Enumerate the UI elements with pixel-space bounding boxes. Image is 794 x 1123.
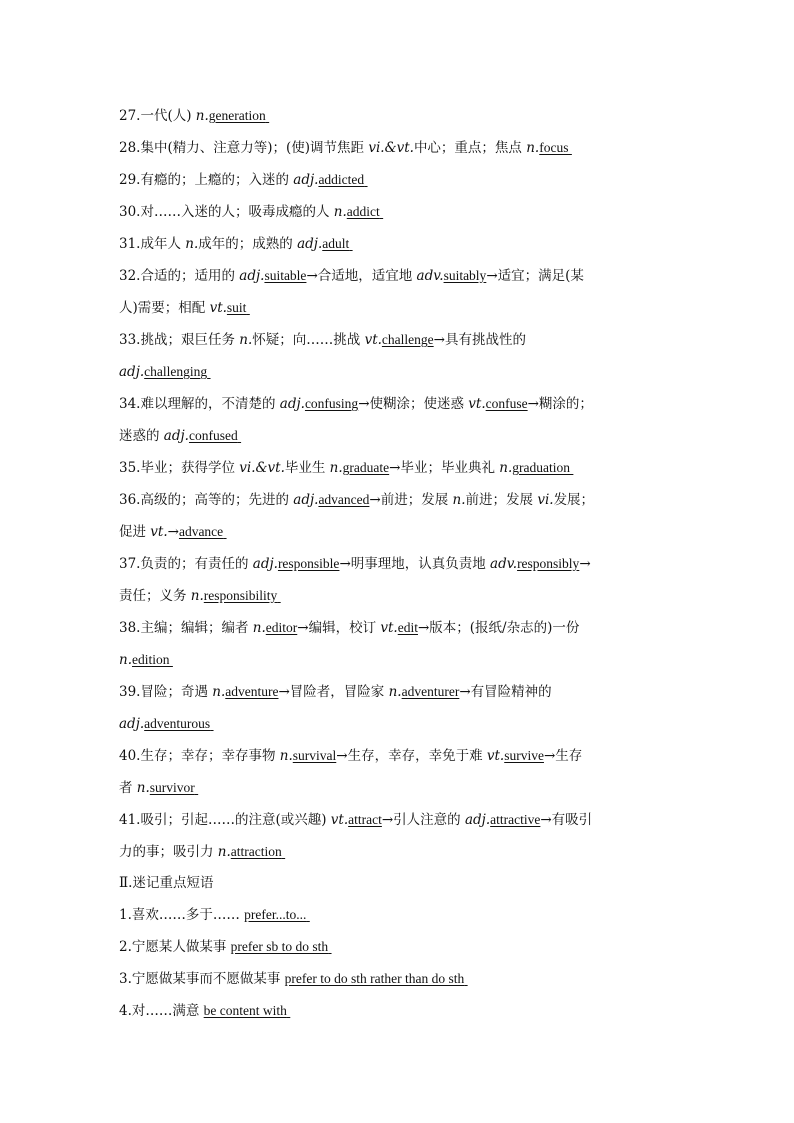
answer-word: addicted <box>318 172 365 187</box>
entry-text: →具有挑战性的 <box>433 332 526 348</box>
vocab-entry <box>119 548 675 612</box>
entry-text: 4.对……满意 <box>119 1003 204 1019</box>
part-of-speech: n. <box>499 460 513 476</box>
entry-line <box>119 388 675 420</box>
part-of-speech: vt. <box>468 396 486 412</box>
part-of-speech: n. <box>217 844 231 860</box>
phrase-entries <box>119 899 675 1027</box>
answer-word: confusing <box>304 396 359 411</box>
answer-blank-tail <box>306 899 312 930</box>
entry-line <box>119 164 675 196</box>
part-of-speech: adj. <box>119 716 145 732</box>
entry-line <box>119 356 675 388</box>
answer-word: edition <box>132 652 170 667</box>
answer-word: adventurer <box>401 684 460 699</box>
entry-text: 30.对……入迷的人；吸毒成瘾的人 <box>119 204 334 220</box>
entry-text: →合适地，适宜地 <box>306 268 417 284</box>
answer-blank-tail <box>266 100 272 131</box>
entry-line <box>119 708 675 740</box>
answer-word: prefer to do sth rather than do sth <box>284 971 465 986</box>
answer-word: suit <box>226 300 247 315</box>
answer-word: graduation <box>512 460 570 475</box>
entry-line <box>119 931 675 963</box>
part-of-speech: adj. <box>297 236 323 252</box>
entry-line <box>119 484 675 516</box>
part-of-speech: vt. <box>364 332 382 348</box>
entry-text: 41.吸引；引起……的注意(或兴趣) <box>119 812 331 828</box>
entry-line <box>119 196 675 228</box>
entry-text: 35.毕业；获得学位 <box>119 460 240 476</box>
entry-text: 3.宁愿做某事而不愿做某事 <box>119 971 285 987</box>
phrase-entry <box>119 931 675 963</box>
part-of-speech: vt. <box>209 300 227 316</box>
answer-blank-tail <box>570 452 576 483</box>
answer-word: advanced <box>318 492 370 507</box>
part-of-speech: n. <box>333 204 347 220</box>
entry-line <box>119 260 675 292</box>
part-of-speech: n. <box>252 620 266 636</box>
part-of-speech: adj. <box>464 812 491 828</box>
part-of-speech: adj. <box>293 172 319 188</box>
entry-line <box>119 644 675 676</box>
answer-word: suitable <box>264 268 307 283</box>
part-of-speech: n. <box>452 492 466 508</box>
part-of-speech: n. <box>239 332 253 348</box>
answer-blank-tail <box>238 420 244 451</box>
entry-text: 39.冒险；奇遇 <box>119 684 213 700</box>
part-of-speech: adj. <box>163 428 189 444</box>
vocab-entry <box>119 164 675 196</box>
entry-text: →有吸引 <box>540 812 593 828</box>
entry-text: 责任；义务 <box>119 588 191 604</box>
entry-line <box>119 740 675 772</box>
vocab-entry <box>119 388 675 452</box>
vocab-entry <box>119 676 675 740</box>
part-of-speech: vi. <box>537 492 554 508</box>
vocab-entry <box>119 100 675 132</box>
answer-word: attract <box>348 812 382 827</box>
answer-word: challenge <box>381 332 434 347</box>
entry-text: 毕业生 <box>284 460 330 476</box>
part-of-speech: adv. <box>490 556 518 572</box>
entry-text: →使糊涂；使迷惑 <box>358 396 469 412</box>
entry-text: 29.有瘾的；上瘾的；入迷的 <box>119 172 294 188</box>
part-of-speech: adj. <box>252 556 278 572</box>
entry-text: 怀疑；向……挑战 <box>252 332 365 348</box>
entry-text: 发展； <box>553 492 595 508</box>
answer-word: responsibly <box>517 556 580 571</box>
entry-text: 人)需要；相配 <box>119 300 210 316</box>
entry-text: → <box>579 556 591 572</box>
answer-blank-tail <box>349 228 355 259</box>
entry-line <box>119 100 675 132</box>
vocab-entry <box>119 612 675 676</box>
entry-line <box>119 963 675 995</box>
entry-text: 成年的；成熟的 <box>198 236 298 252</box>
entry-text: 迷惑的 <box>119 428 164 444</box>
part-of-speech: vi.&vt. <box>239 460 285 476</box>
entry-line <box>119 132 675 164</box>
part-of-speech: vi.&vt. <box>368 140 414 156</box>
entry-text: →引人注意的 <box>381 812 465 828</box>
answer-blank-tail <box>287 995 293 1026</box>
answer-word: attractive <box>490 812 541 827</box>
answer-word: adult <box>322 236 350 251</box>
entry-line <box>119 452 675 484</box>
answer-blank-tail <box>568 132 574 163</box>
answer-word: prefer sb to do sth <box>230 939 329 954</box>
part-of-speech: n. <box>119 652 132 668</box>
part-of-speech: n. <box>388 684 402 700</box>
answer-word: editor <box>265 620 298 635</box>
entry-text: 中心；重点；焦点 <box>413 140 527 156</box>
vocab-entry <box>119 740 675 804</box>
part-of-speech: n. <box>212 684 226 700</box>
part-of-speech: n. <box>136 780 150 796</box>
part-of-speech: vt. <box>150 524 168 540</box>
entry-text: →适宜；满足(某 <box>486 268 584 284</box>
entry-text: →生存 <box>543 748 583 764</box>
entry-text: →有冒险精神的 <box>459 684 552 700</box>
entry-line <box>119 292 675 324</box>
entry-text: →生存，幸存，幸免于难 <box>336 748 487 764</box>
entry-text: 40.生存；幸存；幸存事物 <box>119 748 280 764</box>
phrase-entry <box>119 995 675 1027</box>
entry-text: 38.主编；编辑；编者 <box>119 620 253 636</box>
answer-blank-tail <box>364 164 370 195</box>
entry-text: 者 <box>119 780 137 796</box>
answer-blank-tail <box>223 516 229 547</box>
answer-blank-tail <box>328 931 334 962</box>
answer-word: confused <box>188 428 238 443</box>
entry-line <box>119 772 675 804</box>
answer-blank-tail <box>170 644 176 675</box>
answer-blank-tail <box>207 356 213 387</box>
entry-text: →冒险者，冒险家 <box>278 684 389 700</box>
entry-line <box>119 804 675 836</box>
vocab-entry <box>119 132 675 164</box>
entry-line <box>119 228 675 260</box>
answer-blank-tail <box>246 292 252 323</box>
answer-word: graduate <box>342 460 390 475</box>
entry-text: 32.合适的；适用的 <box>119 268 240 284</box>
answer-blank-tail <box>380 196 386 227</box>
entry-line <box>119 612 675 644</box>
answer-word: prefer...to... <box>244 907 307 922</box>
entry-text: 1.喜欢……多于…… <box>119 907 245 923</box>
answer-word: survival <box>292 748 337 763</box>
part-of-speech: adj. <box>293 492 319 508</box>
answer-word: generation <box>208 108 266 123</box>
entry-text: →前进；发展 <box>369 492 453 508</box>
part-of-speech: n. <box>526 140 540 156</box>
part-of-speech: vt. <box>380 620 398 636</box>
entry-text: 33.挑战；艰巨任务 <box>119 332 240 348</box>
vocab-entry <box>119 196 675 228</box>
entry-text: →糊涂的； <box>527 396 593 412</box>
part-of-speech: n. <box>329 460 343 476</box>
answer-word: survive <box>504 748 544 763</box>
answer-blank-tail <box>195 772 201 803</box>
part-of-speech: adj. <box>279 396 305 412</box>
phrase-entry <box>119 899 675 931</box>
phrase-entry <box>119 963 675 995</box>
section-title: Ⅱ.迷记重点短语 <box>119 875 214 891</box>
entry-text: 28.集中(精力、注意力等)；(使)调节焦距 <box>119 140 369 156</box>
entry-text: 前进；发展 <box>465 492 538 508</box>
entry-line <box>119 420 675 452</box>
entry-text: 27.一代(人) <box>119 108 196 124</box>
entry-line <box>119 516 675 548</box>
entry-text: 31.成年人 <box>119 236 186 252</box>
entry-text: 36.高级的；高等的；先进的 <box>119 492 294 508</box>
answer-word: survivor <box>149 780 195 795</box>
answer-word: suitably <box>443 268 487 283</box>
part-of-speech: n. <box>195 108 209 124</box>
answer-word: responsibility <box>203 588 278 603</box>
vocab-entry <box>119 260 675 324</box>
entry-text: 2.宁愿某人做某事 <box>119 939 231 955</box>
answer-word: edit <box>397 620 418 635</box>
part-of-speech: adj. <box>119 364 145 380</box>
answer-word: focus <box>539 140 569 155</box>
part-of-speech: n. <box>185 236 199 252</box>
entry-text: →毕业；毕业典礼 <box>389 460 500 476</box>
answer-word: be content with <box>203 1003 287 1018</box>
entry-line <box>119 548 675 580</box>
entry-text: 促进 <box>119 524 151 540</box>
part-of-speech: n. <box>190 588 204 604</box>
entry-text: →编辑，校订 <box>297 620 381 636</box>
vocab-entry <box>119 228 675 260</box>
entry-text: 力的事；吸引力 <box>119 844 218 860</box>
vocabulary-list <box>119 100 675 1027</box>
answer-word: attraction <box>230 844 282 859</box>
word-entries <box>119 100 675 868</box>
answer-word: adventure <box>225 684 279 699</box>
entry-line <box>119 676 675 708</box>
entry-line <box>119 995 675 1027</box>
answer-word: adventurous <box>144 716 211 731</box>
entry-text: 34.难以理解的，不清楚的 <box>119 396 280 412</box>
answer-word: advance <box>178 524 224 539</box>
part-of-speech: n. <box>279 748 293 764</box>
vocab-entry <box>119 324 675 388</box>
entry-text: →明事理地，认真负责地 <box>339 556 491 572</box>
answer-blank-tail <box>464 963 470 994</box>
entry-line <box>119 836 675 868</box>
answer-blank-tail <box>277 580 283 611</box>
answer-word: addict <box>346 204 380 219</box>
entry-line <box>119 324 675 356</box>
vocab-entry <box>119 484 675 548</box>
entry-text: →版本；(报纸/杂志的)一份 <box>417 620 580 636</box>
answer-word: responsible <box>277 556 340 571</box>
entry-text: → <box>167 524 179 540</box>
answer-word: confuse <box>485 396 528 411</box>
part-of-speech: adv. <box>416 268 444 284</box>
entry-line <box>119 899 675 931</box>
part-of-speech: vt. <box>330 812 349 828</box>
answer-blank-tail <box>282 836 288 867</box>
part-of-speech: vt. <box>486 748 505 764</box>
entry-text: 37.负责的；有责任的 <box>119 556 253 572</box>
part-of-speech: adj. <box>239 268 265 284</box>
answer-blank-tail <box>210 708 216 739</box>
answer-word: challenging <box>144 364 208 379</box>
vocab-entry <box>119 452 675 484</box>
vocab-entry <box>119 804 675 868</box>
entry-line <box>119 580 675 612</box>
